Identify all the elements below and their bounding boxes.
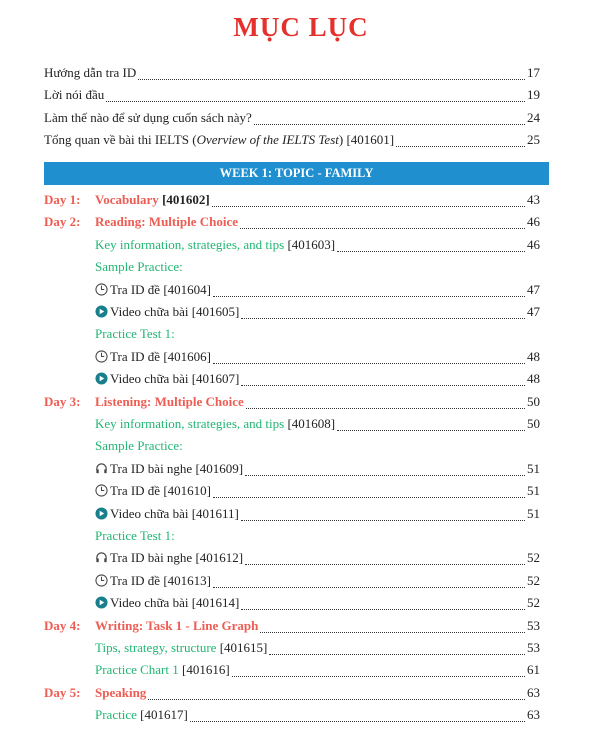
entry-title: Làm thế nào để sử dụng cuốn sách này? (44, 109, 252, 125)
page-number: 51 (527, 505, 540, 521)
leader-dots (246, 408, 525, 409)
leader-dots (213, 587, 525, 588)
leader-dots (232, 676, 525, 677)
play-icon (95, 371, 110, 386)
entry-title: Tra ID đề [401606] (95, 349, 211, 365)
play-icon (95, 595, 110, 610)
headphones-icon (95, 550, 110, 565)
toc-entry[interactable] (44, 573, 540, 593)
page-number: 43 (527, 192, 540, 207)
toc-entry[interactable] (44, 110, 540, 130)
page-number: 17 (527, 65, 540, 80)
page-number: 51 (527, 460, 540, 476)
page-number: 48 (527, 371, 540, 387)
toc-entry[interactable] (44, 192, 540, 212)
page-number: 63 (527, 707, 540, 723)
page-title: MỤC LỤC (233, 12, 369, 42)
entry-title: Sample Practice: (95, 438, 183, 454)
leader-dots (337, 251, 525, 252)
entry-title: Reading: Multiple Choice (95, 214, 238, 230)
leader-dots (138, 79, 525, 80)
day-label: Day 5: (44, 684, 81, 700)
toc-entry[interactable] (44, 550, 540, 570)
entry-title: Tra ID đề [401610] (95, 483, 211, 499)
entry-title: Writing: Task 1 - Line Graph (95, 617, 259, 633)
entry-title: Practice Test 1: (95, 528, 175, 543)
day-label: Day 1: (44, 192, 81, 207)
leader-dots (396, 146, 525, 147)
toc-entry[interactable] (44, 416, 540, 436)
toc-entry[interactable] (44, 394, 540, 414)
toc-entry[interactable] (44, 595, 540, 615)
page-number: 50 (527, 393, 540, 409)
entry-title: Key information, strategies, and tips [401603] (95, 236, 336, 252)
leader-dots (241, 609, 525, 610)
page-number: 52 (527, 595, 540, 611)
page-number: 25 (527, 131, 540, 147)
toc-entry (44, 528, 540, 548)
clock-icon (95, 483, 110, 498)
toc-entry[interactable] (44, 214, 540, 234)
entry-title: Video chữa bài [401605] (95, 304, 239, 320)
leader-dots (241, 520, 525, 521)
page-number: 63 (527, 684, 540, 700)
entry-title: Key information, strategies, and tips [401608] (95, 416, 336, 431)
headphones-icon (95, 461, 110, 476)
page-number: 48 (527, 348, 540, 364)
toc-entry (44, 438, 540, 458)
page-number: 46 (527, 236, 540, 252)
leader-dots (269, 654, 525, 655)
leader-dots (190, 721, 525, 722)
clock-icon (95, 573, 110, 588)
toc-entry[interactable] (44, 685, 540, 705)
entry-title: Listening: Multiple Choice (95, 393, 244, 409)
page-number: 47 (527, 304, 540, 319)
leader-dots (213, 497, 525, 498)
leader-dots (245, 475, 525, 476)
page-number: 53 (527, 640, 540, 655)
toc-entry[interactable] (44, 707, 540, 727)
entry-title: Tra ID bài nghe [401612] (95, 550, 243, 566)
clock-icon (95, 349, 110, 364)
entry-title: Lời nói đầu (44, 87, 105, 103)
toc-entry (44, 326, 540, 346)
toc-entry[interactable] (44, 483, 540, 503)
toc-entry (44, 259, 540, 279)
day-label: Day 3: (44, 393, 81, 409)
toc-entry[interactable] (44, 87, 540, 107)
day-label: Day 2: (44, 214, 81, 230)
day-label: Day 4: (44, 617, 81, 633)
leader-dots (254, 124, 525, 125)
toc-entry[interactable] (44, 506, 540, 526)
entry-title: Video chữa bài [401607] (95, 371, 239, 387)
page-number: 61 (527, 662, 540, 678)
toc-entry[interactable] (44, 618, 540, 638)
page-number: 19 (527, 87, 540, 103)
leader-dots (241, 385, 525, 386)
play-icon (95, 506, 110, 521)
entry-title: Tra ID bài nghe [401609] (95, 461, 243, 477)
week-1-banner: WEEK 1: TOPIC - FAMILY (44, 162, 549, 185)
leader-dots (213, 296, 525, 297)
entry-title: Hướng dẫn tra ID (44, 65, 137, 80)
entry-title: Tra ID đề [401613] (95, 573, 211, 589)
toc-entry[interactable] (44, 349, 540, 369)
toc-entry[interactable] (44, 461, 540, 481)
toc-entry[interactable] (44, 132, 540, 152)
play-icon (95, 304, 110, 319)
leader-dots (241, 318, 525, 319)
page-number: 50 (527, 416, 540, 431)
leader-dots (213, 363, 525, 364)
entry-title: Practice Test 1: (95, 326, 175, 342)
leader-dots (148, 699, 525, 700)
entry-title: Tra ID đề [401604] (95, 282, 211, 298)
toc-entry[interactable] (44, 65, 540, 85)
page-number: 47 (527, 281, 540, 297)
leader-dots (260, 632, 525, 633)
toc-entry[interactable] (44, 371, 540, 391)
toc-entry[interactable] (44, 304, 540, 324)
page-number: 52 (527, 572, 540, 588)
leader-dots (240, 228, 525, 229)
entry-title: Sample Practice: (95, 259, 183, 275)
entry-title: Practice Chart 1 [401616] (95, 662, 230, 678)
page-number: 51 (527, 483, 540, 499)
entry-title: Tips, strategy, structure [401615] (95, 640, 268, 655)
leader-dots (106, 101, 525, 102)
toc-entry[interactable] (44, 662, 540, 682)
entry-title: Video chữa bài [401611] (95, 506, 239, 522)
toc-entry[interactable] (44, 282, 540, 302)
entry-title: Tổng quan về bài thi IELTS (Overview of the IELTS Test) [401601] (44, 131, 395, 147)
page-number: 52 (527, 550, 540, 566)
clock-icon (95, 282, 110, 297)
entry-title: Vocabulary [401602] (95, 192, 210, 207)
toc-entry[interactable] (44, 640, 540, 660)
entry-title: Speaking (95, 684, 147, 700)
entry-title: Practice [401617] (95, 707, 188, 723)
page-number: 24 (527, 109, 540, 125)
entry-title: Video chữa bài [401614] (95, 595, 239, 611)
leader-dots (337, 430, 525, 431)
page-number: 46 (527, 214, 540, 230)
leader-dots (245, 564, 525, 565)
toc-entry[interactable] (44, 237, 540, 257)
page-number: 53 (527, 617, 540, 633)
leader-dots (212, 206, 525, 207)
